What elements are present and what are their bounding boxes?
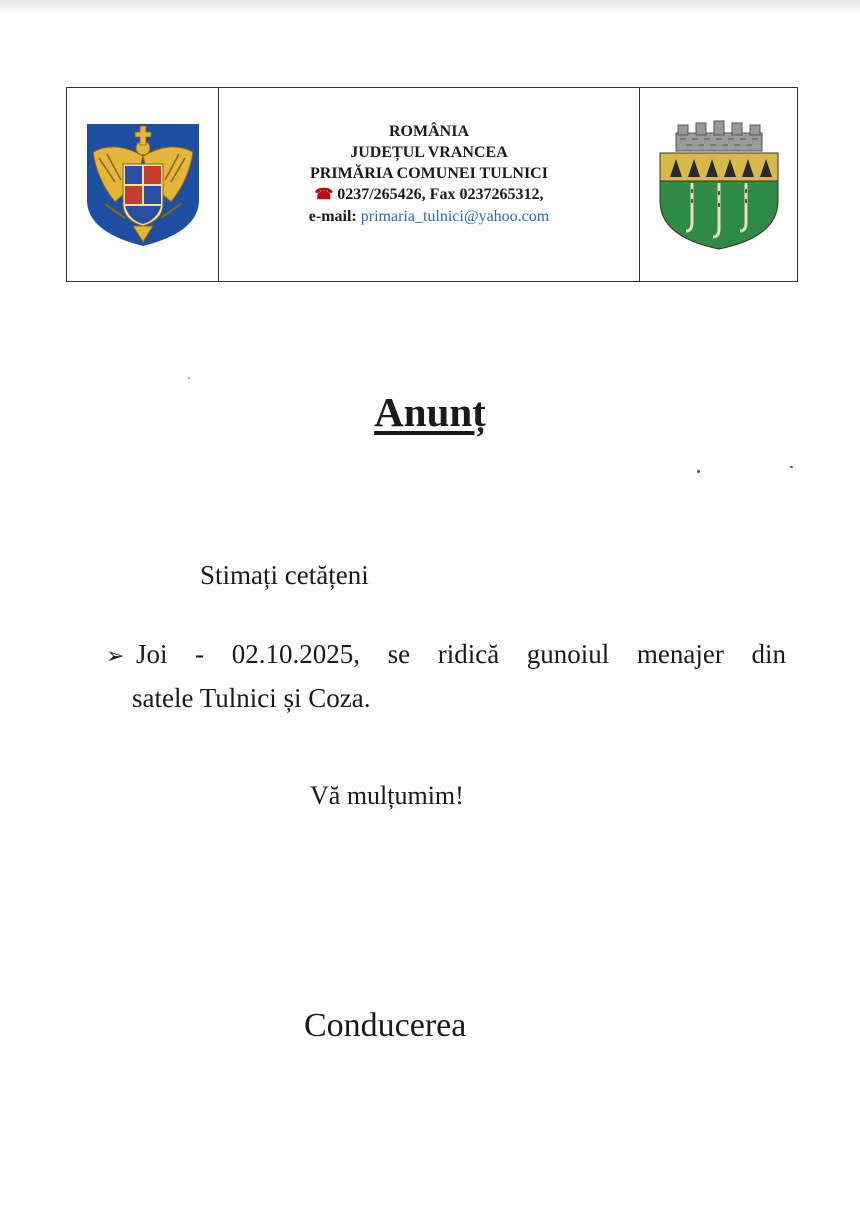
scan-shadow xyxy=(0,0,860,14)
letterhead xyxy=(66,87,798,282)
letterhead-text-cell xyxy=(219,88,640,281)
email-line xyxy=(309,206,549,227)
greeting: Stimați cetățeni xyxy=(200,560,369,590)
scan-speck xyxy=(188,377,190,379)
institution-name: PRIMĂRIA COMUNEI TULNICI xyxy=(310,164,548,182)
bullet-text-line-1: Joi - 02.10.2025, se ridică gunoiul menajer din xyxy=(136,639,786,669)
scan-speck xyxy=(790,466,793,468)
thanks-text: Vă mulțumim! xyxy=(310,781,464,810)
phone-line xyxy=(315,184,544,206)
phone-fax-text: 0237/265426, Fax 0237265312, xyxy=(337,185,544,203)
bullet-text-line-2: satele Tulnici și Coza. xyxy=(132,683,371,713)
document-title: Anunț xyxy=(374,389,486,435)
arrow-bullet-icon: ➢ xyxy=(106,643,125,668)
announcement-bullet xyxy=(106,633,786,720)
email-address: primaria_tulnici@yahoo.com xyxy=(360,207,550,225)
country-name: ROMÂNIA xyxy=(389,122,469,140)
tulnici-coat-of-arms-icon xyxy=(656,119,782,251)
telephone-icon: ☎ xyxy=(314,186,334,203)
bullet-line-1 xyxy=(106,633,786,677)
letterhead-right-cell xyxy=(640,88,797,281)
letterhead-left-cell xyxy=(67,88,219,281)
county-name: JUDEȚUL VRANCEA xyxy=(350,143,508,161)
signature: Conducerea xyxy=(304,1007,467,1044)
email-label: e-mail: xyxy=(308,207,357,225)
scan-speck xyxy=(697,470,700,473)
romania-coat-of-arms-icon xyxy=(85,122,201,248)
